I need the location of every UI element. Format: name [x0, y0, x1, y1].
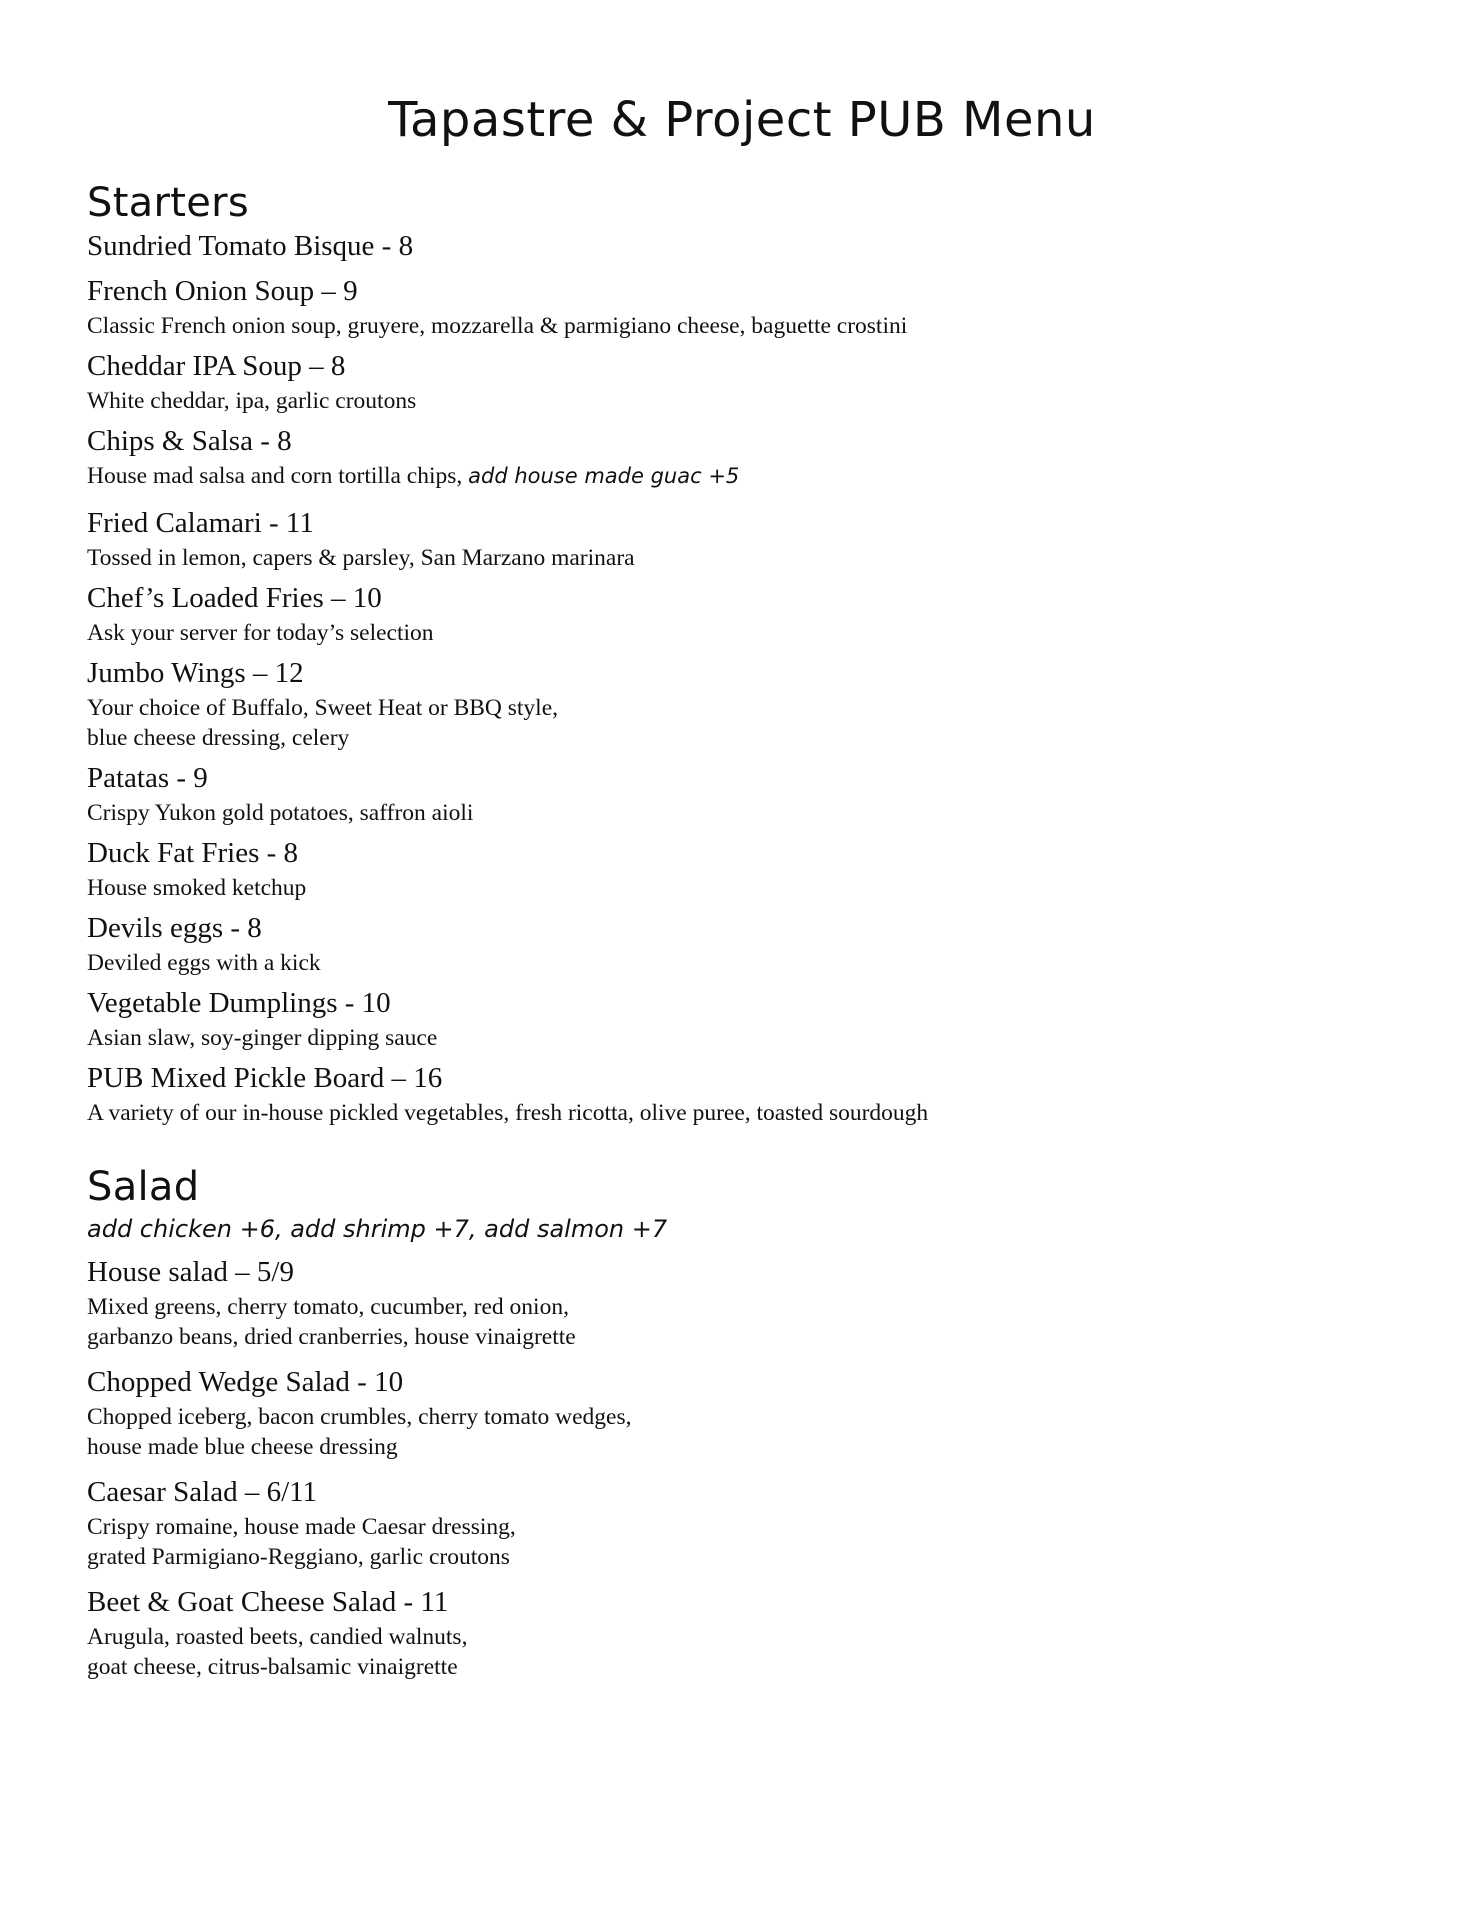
item-description: White cheddar, ipa, garlic croutons: [87, 388, 417, 414]
item-description: Tossed in lemon, capers & parsley, San Marzano marinara: [87, 545, 635, 571]
item-name: Patatas - 9: [87, 762, 208, 794]
item-description: Deviled eggs with a kick: [87, 950, 321, 976]
item-description: House smoked ketchup: [87, 875, 307, 901]
item-name: Caesar Salad – 6/11: [87, 1476, 318, 1508]
menu-item: [87, 833, 1407, 903]
item-description: Classic French onion soup, gruyere, mozzarella & parmigiano cheese, baguette crostini: [87, 313, 908, 339]
salad-section: [87, 1164, 1407, 1682]
item-description: blue cheese dressing, celery: [87, 725, 350, 751]
item-description: Mixed greens, cherry tomato, cucumber, red onion,: [87, 1294, 569, 1320]
menu-content: [87, 180, 1407, 1682]
item-name: Chef’s Loaded Fries – 10: [87, 582, 382, 614]
starters-heading: Starters: [87, 180, 250, 226]
menu-item: [87, 1252, 1407, 1352]
item-name: Beet & Goat Cheese Salad - 11: [87, 1586, 449, 1618]
item-name: Vegetable Dumplings - 10: [87, 987, 391, 1019]
item-name: French Onion Soup – 9: [87, 275, 358, 307]
item-name: Jumbo Wings – 12: [87, 657, 304, 689]
menu-item: [87, 758, 1407, 828]
menu-item: [87, 1472, 1407, 1572]
item-name: Cheddar IPA Soup – 8: [87, 350, 346, 382]
menu-item: [87, 1058, 1407, 1128]
item-description: Crispy romaine, house made Caesar dressing,: [87, 1514, 516, 1540]
item-description: garbanzo beans, dried cranberries, house vinaigrette: [87, 1324, 576, 1350]
item-description: Ask your server for today’s selection: [87, 620, 434, 646]
menu-item: [87, 908, 1407, 978]
item-description: grated Parmigiano-Reggiano, garlic croutons: [87, 1544, 510, 1570]
item-name: PUB Mixed Pickle Board – 16: [87, 1062, 443, 1094]
item-description: Your choice of Buffalo, Sweet Heat or BBQ style,: [87, 695, 559, 721]
item-name: Duck Fat Fries - 8: [87, 837, 299, 869]
item-description: Crispy Yukon gold potatoes, saffron aioli: [87, 800, 474, 826]
item-description: Arugula, roasted beets, candied walnuts,: [87, 1624, 468, 1650]
menu-item: [87, 578, 1407, 648]
item-name: House salad – 5/9: [87, 1256, 294, 1288]
item-description: Asian slaw, soy-ginger dipping sauce: [87, 1025, 438, 1051]
menu-title: Tapastre & Project PUB Menu: [388, 92, 1096, 148]
item-description: Chopped iceberg, bacon crumbles, cherry tomato wedges,: [87, 1404, 632, 1430]
item-description: goat cheese, citrus-balsamic vinaigrette: [87, 1654, 458, 1680]
item-name: Sundried Tomato Bisque - 8: [87, 230, 414, 262]
menu-item: [87, 421, 1407, 491]
menu-item: [87, 346, 1407, 416]
salad-heading: Salad: [87, 1164, 200, 1210]
menu-item: [87, 1362, 1407, 1462]
item-description: [87, 461, 1407, 491]
item-addon: add house made guac +5: [468, 464, 740, 488]
menu-item: [87, 226, 1407, 266]
item-description: A variety of our in-house pickled vegetables, fresh ricotta, olive puree, toasted sourdough: [87, 1100, 929, 1126]
menu-item: [87, 503, 1407, 573]
item-name: Fried Calamari - 11: [87, 507, 314, 539]
item-description: house made blue cheese dressing: [87, 1434, 398, 1460]
item-description-text: House mad salsa and corn tortilla chips,: [87, 463, 469, 489]
menu-item: [87, 653, 1407, 753]
item-name: Chips & Salsa - 8: [87, 425, 292, 457]
item-name: Devils eggs - 8: [87, 912, 262, 944]
starters-section: [87, 180, 1407, 1128]
menu-item: [87, 983, 1407, 1053]
menu-item: [87, 271, 1407, 341]
item-name: Chopped Wedge Salad - 10: [87, 1366, 404, 1398]
menu-item: [87, 1582, 1407, 1682]
salad-addons-note: add chicken +6, add shrimp +7, add salmon +7: [87, 1215, 668, 1243]
